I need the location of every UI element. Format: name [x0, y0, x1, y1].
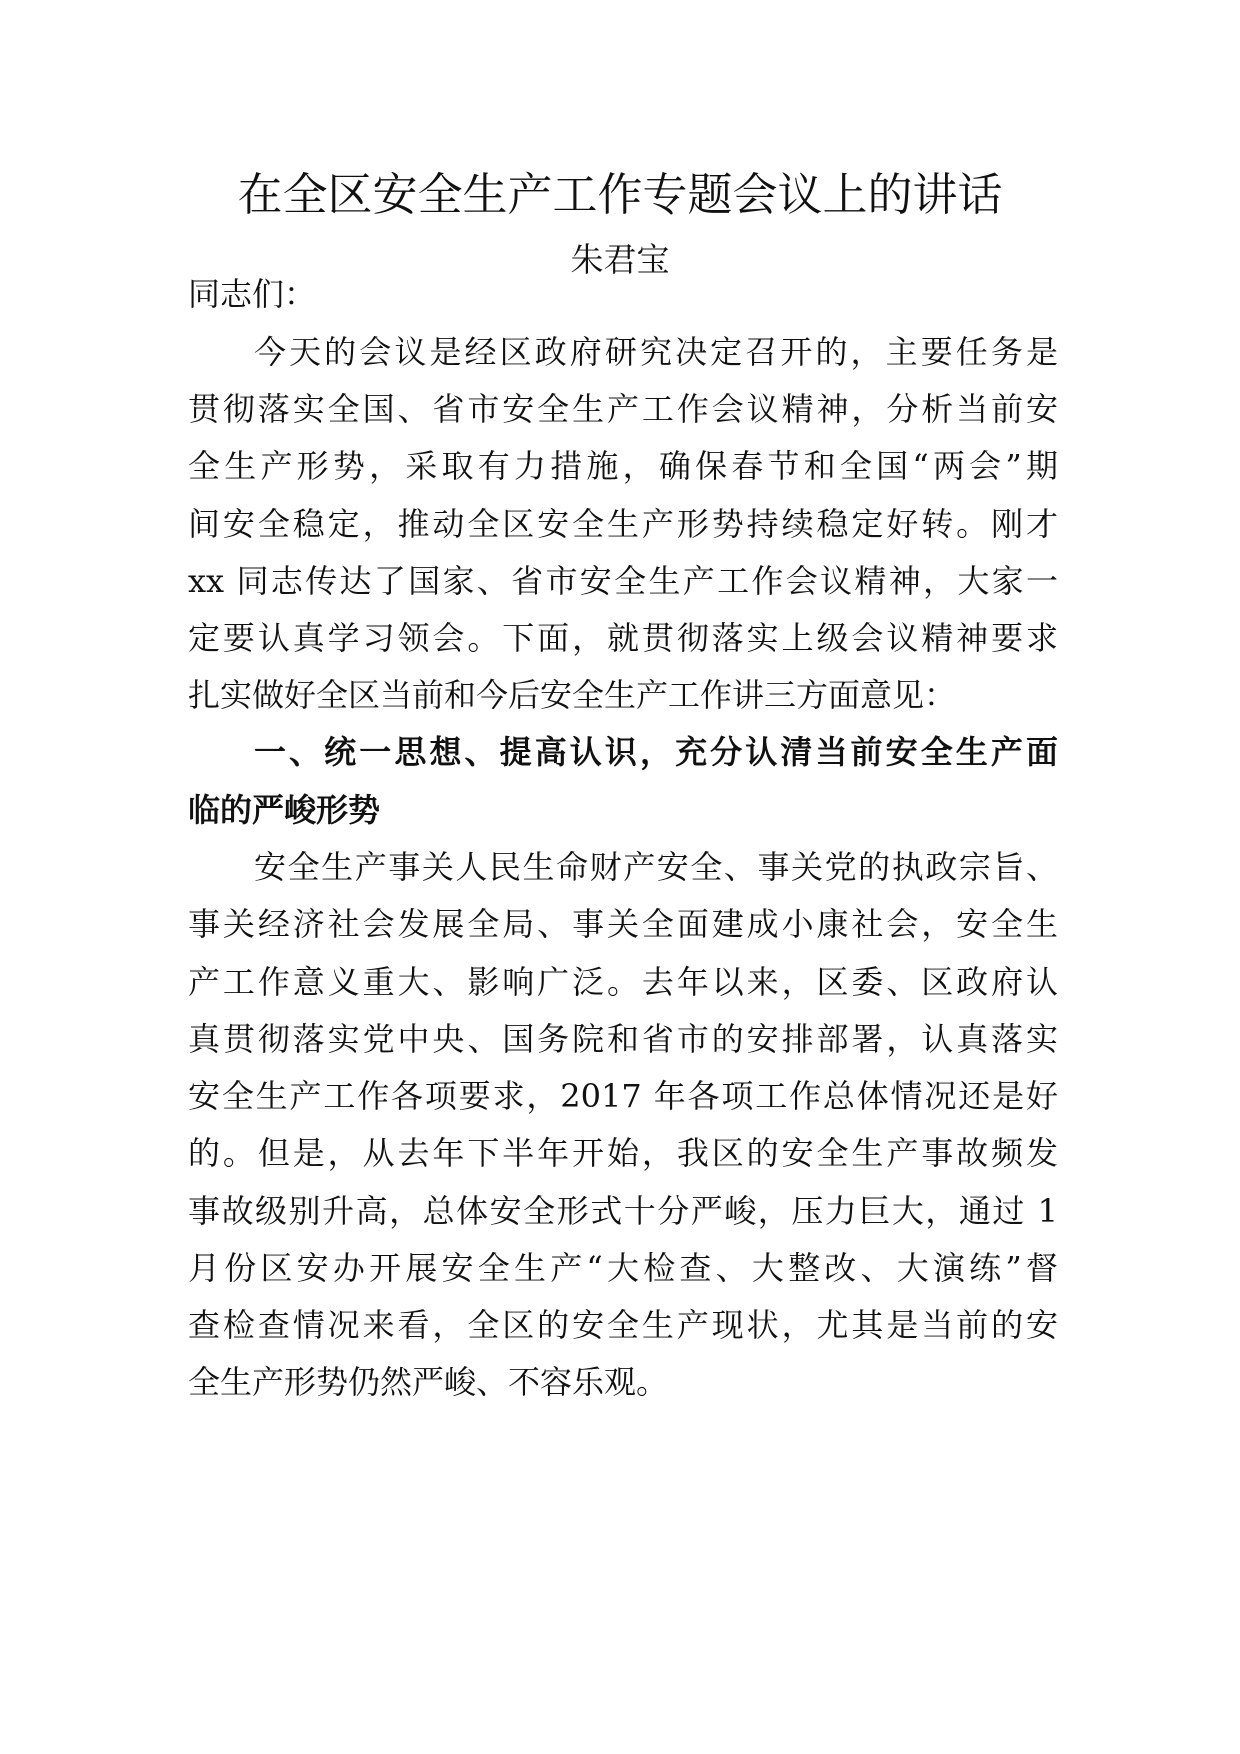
paragraph-line: 贯彻落实全国、省市安全生产工作会议精神，分析当前安 — [188, 390, 1058, 428]
author-name: 朱君宝 — [570, 240, 670, 279]
section-heading-line: 临的严峻形势 — [188, 791, 381, 829]
paragraph-line: 安全生产事关人民生命财产安全、事关党的执政宗旨、 — [254, 848, 1058, 886]
paragraph-line: 事故级别升高，总体安全形式十分严峻，压力巨大，通过 1 — [188, 1192, 1058, 1230]
paragraph-line: 月份区安办开展安全生产“大检查、大整改、大演练”督 — [188, 1249, 1058, 1287]
paragraph-line: 今天的会议是经区政府研究决定召开的，主要任务是 — [254, 333, 1058, 371]
document-title: 在全区安全生产工作专题会议上的讲话 — [237, 168, 1003, 221]
paragraph-line: 事关经济社会发展全局、事关全面建成小康社会，安全生 — [188, 905, 1058, 943]
paragraph-line: 查检查情况来看，全区的安全生产现状，尤其是当前的安 — [188, 1306, 1058, 1344]
paragraph-line: 的。但是，从去年下半年开始，我区的安全生产事故频发 — [188, 1134, 1058, 1172]
paragraph-line: 间安全稳定，推动全区安全生产形势持续稳定好转。刚才 — [188, 505, 1058, 543]
paragraph-line: 定要认真学习领会。下面，就贯彻落实上级会议精神要求 — [188, 619, 1058, 657]
paragraph-line: 安全生产工作各项要求，2017 年各项工作总体情况还是好 — [188, 1077, 1058, 1115]
section-heading-line: 一、统一思想、提高认识，充分认清当前安全生产面 — [254, 733, 1058, 771]
salutation: 同志们： — [188, 275, 317, 313]
paragraph-line: 全生产形势，采取有力措施，确保春节和全国“两会”期 — [188, 447, 1058, 485]
paragraph-line: 扎实做好全区当前和今后安全生产工作讲三方面意见： — [188, 676, 957, 714]
paragraph-line: 产工作意义重大、影响广泛。去年以来，区委、区政府认 — [188, 963, 1058, 1001]
paragraph-line: 真贯彻落实党中央、国务院和省市的安排部署，认真落实 — [188, 1020, 1058, 1058]
paragraph-line: xx 同志传达了国家、省市安全生产工作会议精神，大家一 — [188, 562, 1058, 600]
paragraph-line: 全生产形势仍然严峻、不容乐观。 — [188, 1363, 669, 1401]
